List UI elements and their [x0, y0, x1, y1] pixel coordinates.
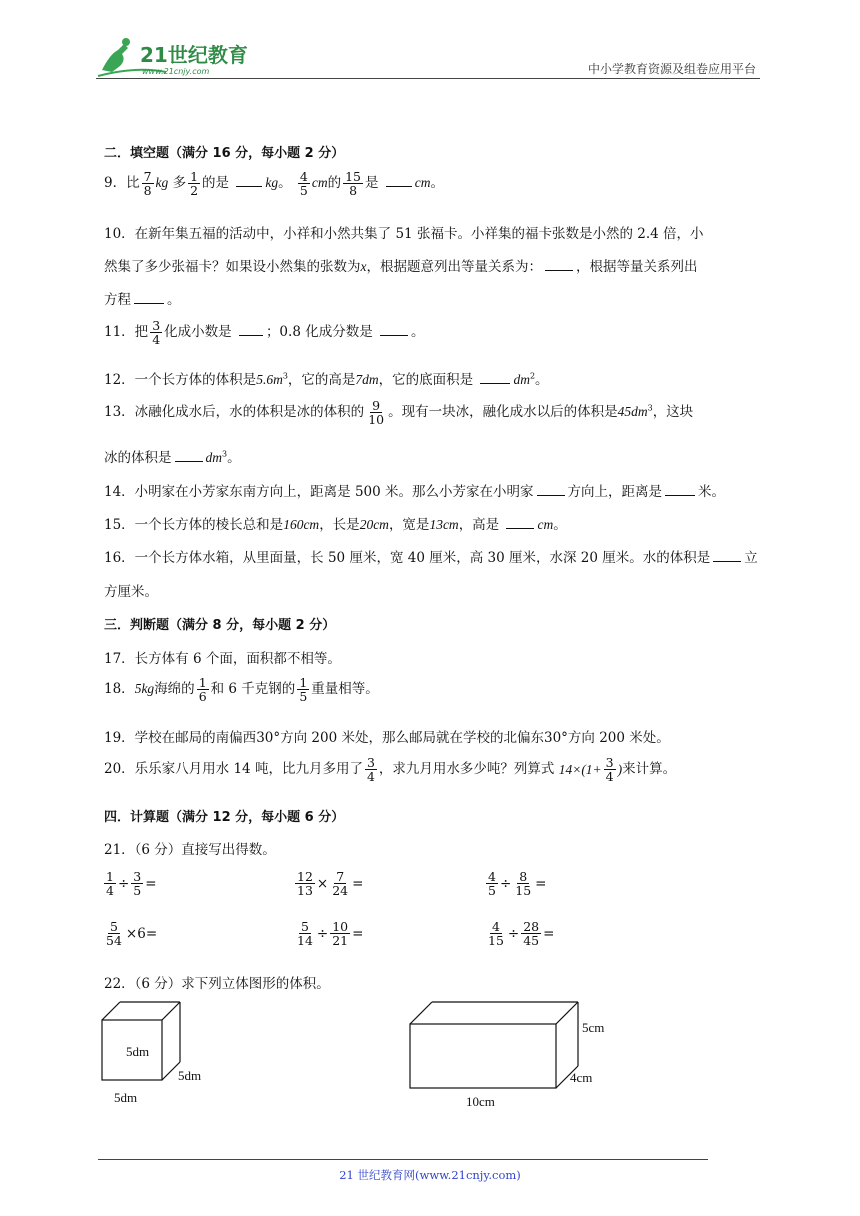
box-length-label: 10cm: [466, 1094, 495, 1109]
question-10-line-3: 方程 。: [104, 292, 181, 308]
cube-bottom-label: 5dm: [114, 1090, 138, 1105]
footer-link[interactable]: 21 世纪教育网(www.21cnjy.com): [339, 1168, 521, 1182]
answer-blank: [713, 561, 741, 562]
section-2-title: 二．填空题（满分 16 分，每小题 2 分）: [104, 146, 345, 161]
question-9: 9．比 $\frac{7}{8}$ kg 多 $\frac{1}{2}$ 的是 kg。 $\frac{4}{5}$ cm的 $\frac{15}{8}$ 是 cm。: [104, 169, 445, 199]
footer-divider: [98, 1159, 708, 1160]
question-14: 14．小明家在小芳家东南方向上，距离是 500 米。那么小芳家在小明家 方向上，距离是 米。: [104, 484, 726, 500]
calc-item: $\frac{4}{15}$ ÷ $\frac{28}{45}$ =: [488, 919, 555, 949]
cube-front-label: 5dm: [126, 1044, 150, 1059]
answer-blank: [480, 383, 510, 384]
question-12: 12．一个长方体的体积是$5.6m^3$，它的高是7dm，它的底面积是 $dm^2$。: [104, 371, 549, 388]
cube-side-label: 5dm: [178, 1068, 202, 1083]
logo-text: 21世纪教育: [140, 43, 248, 67]
answer-blank: [236, 186, 262, 187]
section-3-title: 三．判断题（满分 8 分，每小题 2 分）: [104, 618, 336, 633]
answer-blank: [175, 461, 203, 462]
question-13-line-1: 13．冰融化成水后，水的体积是冰的体积的 $\frac{9}{10}$ 。现有一块冰，融化成水以后的体积是$45dm^3$，这块: [104, 398, 694, 428]
question-18: 18．5kg海绵的 $\frac{1}{6}$ 和 6 千克钢的 $\frac{1}{5}$ 重量相等。: [104, 675, 379, 705]
answer-blank: [380, 335, 408, 336]
cube-figure: [96, 996, 226, 1108]
question-13-line-2: 冰的体积是 $dm^3$。: [104, 449, 241, 466]
answer-blank: [386, 186, 412, 187]
question-10-line-2: 然集了多少张福卡？如果设小然集的张数为x，根据题意列出等量关系为： ，根据等量关系列出: [104, 259, 698, 275]
calc-item: $\frac{5}{54}$ × 6 =: [106, 919, 158, 949]
calc-item: $\frac{4}{5}$ ÷ $\frac{8}{15}$ =: [488, 869, 547, 899]
header-divider: [96, 78, 760, 79]
question-19: 19．学校在邮局的南偏西30°方向 200 米处，那么邮局就在学校的北偏东30°方向 200 米处。: [104, 730, 670, 746]
box-figure: [404, 996, 624, 1114]
question-17: 17．长方体有 6 个面，面积都不相等。: [104, 651, 341, 667]
answer-blank: [537, 495, 565, 496]
logo-url: www.21cnjy.com: [142, 67, 210, 76]
calc-item: $\frac{1}{4}$ ÷ $\frac{3}{5}$ =: [106, 869, 157, 899]
answer-blank: [545, 270, 573, 271]
question-16-line-2: 方厘米。: [104, 584, 158, 600]
question-20: 20．乐乐家八月用水 14 吨，比九月多用了 $\frac{3}{4}$ ，求九月用水多少吨？列算式 14×(1+ $\frac{3}{4}$ ) 来计算。: [104, 755, 677, 785]
question-22: 22．（6 分）求下列立体图形的体积。: [104, 976, 330, 992]
header-platform-text: 中小学教育资源及组卷应用平台: [587, 62, 756, 76]
answer-blank: [239, 335, 263, 336]
site-logo: [96, 36, 256, 80]
box-depth-label: 4cm: [570, 1070, 593, 1085]
question-11: 11．把 $\frac{3}{4}$ 化成小数是 ；0.8 化成分数是 。: [104, 318, 425, 348]
answer-blank: [506, 528, 534, 529]
question-21: 21．（6 分）直接写出得数。: [104, 842, 276, 858]
box-height-label: 5cm: [582, 1020, 605, 1035]
question-15: 15．一个长方体的棱长总和是160cm，长是20cm，宽是13cm，高是 cm。: [104, 517, 567, 533]
calc-item: $\frac{12}{13}$ × $\frac{7}{24}$ =: [297, 869, 364, 899]
question-10-line-1: 10．在新年集五福的活动中，小祥和小然共集了 51 张福卡。小祥集的福卡张数是小然的 2.4 倍，小: [104, 226, 704, 242]
answer-blank: [134, 303, 164, 304]
answer-blank: [665, 495, 695, 496]
question-16-line-1: 16．一个长方体水箱，从里面量，长 50 厘米，宽 40 厘米，高 30 厘米，水深 20 厘米。水的体积是 立: [104, 550, 758, 566]
section-4-title: 四．计算题（满分 12 分，每小题 6 分）: [104, 810, 345, 825]
calc-item: $\frac{5}{14}$ ÷ $\frac{10}{21}$ =: [297, 919, 364, 949]
